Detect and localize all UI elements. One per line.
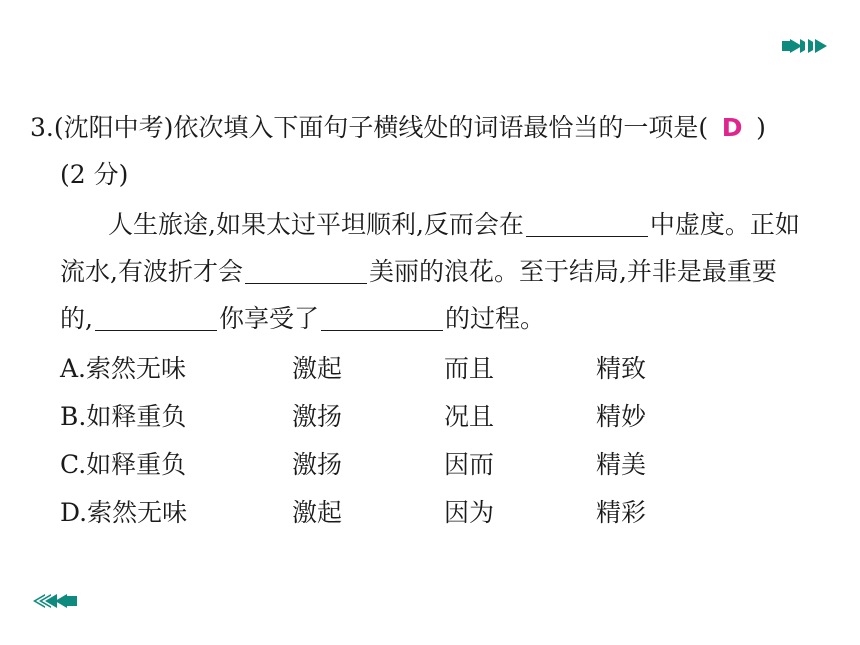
passage-text: 的, — [60, 304, 93, 333]
option-word-2: 因而 — [444, 450, 495, 479]
option-word-2: 而且 — [444, 354, 495, 383]
option-word-3: 精美 — [596, 450, 647, 479]
next-arrows-icon — [782, 39, 828, 53]
option-label: C.如释重负 — [60, 450, 187, 479]
passage-text: 人生旅途,如果太过平坦顺利,反而会在 — [108, 210, 524, 239]
passage-line-1 — [108, 210, 800, 240]
fill-blank-2 — [245, 261, 367, 284]
option-word-2: 况且 — [444, 402, 495, 431]
option-c — [60, 450, 760, 480]
answer-mark: D — [721, 113, 743, 142]
option-word-3: 精致 — [596, 354, 647, 383]
passage-text: 中虚度。正如 — [649, 210, 800, 239]
passage-text: 美丽的浪花。至于结局,并非是最重要 — [368, 257, 777, 286]
prev-arrows-icon — [32, 594, 78, 608]
passage-line-3 — [60, 304, 545, 334]
prev-page-button[interactable] — [32, 593, 78, 607]
option-d — [60, 498, 760, 528]
fill-blank-1 — [526, 214, 648, 237]
passage-text: 的过程。 — [444, 304, 545, 333]
question-stem — [30, 113, 766, 143]
next-page-button[interactable] — [782, 38, 828, 52]
option-word-1: 激扬 — [292, 450, 343, 479]
option-word-3: 精彩 — [596, 498, 647, 527]
option-word-3: 精妙 — [596, 402, 647, 431]
option-label: D.索然无味 — [60, 498, 188, 527]
question-number: 3. — [30, 113, 54, 142]
passage-line-2 — [60, 257, 777, 287]
option-word-1: 激扬 — [292, 402, 343, 431]
close-paren: ) — [756, 113, 766, 142]
option-b — [60, 402, 760, 432]
option-label: A.索然无味 — [60, 354, 187, 383]
question-score: (2 分) — [60, 160, 129, 189]
fill-blank-3 — [95, 308, 217, 331]
option-a — [60, 354, 760, 384]
passage-text: 流水,有波折才会 — [60, 257, 243, 286]
question-prompt: 依次填入下面句子横线处的词语最恰当的一项是( — [173, 113, 709, 142]
option-word-2: 因为 — [444, 498, 495, 527]
option-word-1: 激起 — [292, 354, 343, 383]
option-word-1: 激起 — [292, 498, 343, 527]
passage-text: 你享受了 — [218, 304, 319, 333]
option-label: B.如释重负 — [60, 402, 187, 431]
fill-blank-4 — [321, 308, 443, 331]
question-source: (沈阳中考) — [53, 113, 174, 142]
